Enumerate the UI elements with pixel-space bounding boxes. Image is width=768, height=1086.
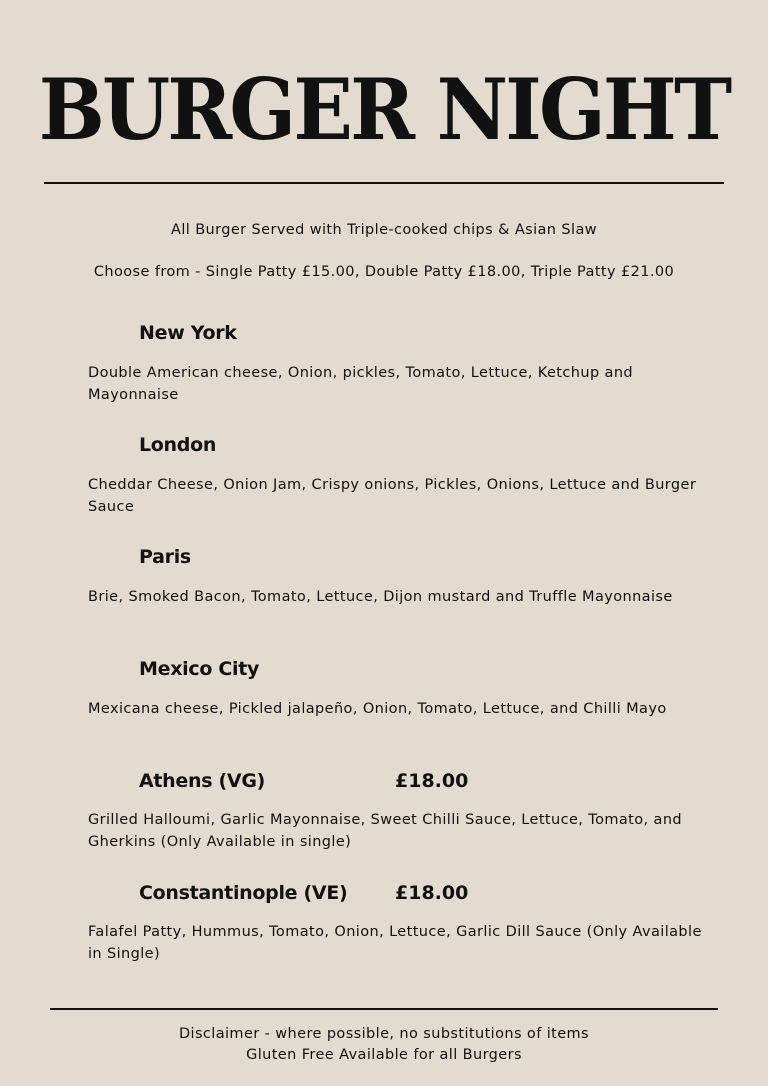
- item-description-new-york: Double American cheese, Onion, pickles, Tomato, Lettuce, Ketchup and Mayonnaise: [88, 365, 634, 403]
- bottom-divider: [50, 1008, 718, 1010]
- menu-title: BURGER NIGHT: [38, 60, 730, 159]
- served-with-note: All Burger Served with Triple-cooked chips & Asian Slaw: [171, 222, 597, 238]
- item-description-constantinople: Falafel Patty, Hummus, Tomato, Onion, Lettuce, Garlic Dill Sauce (Only Available in Single): [88, 924, 702, 962]
- item-name-athens: Athens (VG): [139, 770, 266, 792]
- item-name-paris: Paris: [139, 546, 191, 568]
- gluten-free-note: Gluten Free Available for all Burgers: [246, 1047, 522, 1063]
- item-price-athens: £18.00: [395, 770, 469, 792]
- item-name-mexico-city: Mexico City: [139, 658, 260, 680]
- item-name-new-york: New York: [139, 322, 237, 344]
- disclaimer-text: Disclaimer - where possible, no substitutions of items: [178, 1026, 590, 1042]
- item-name-london: London: [139, 434, 217, 456]
- item-description-athens: Grilled Halloumi, Garlic Mayonnaise, Sweet Chilli Sauce, Lettuce, Tomato, and Gherkins (Only Available in single): [88, 812, 683, 850]
- patty-pricing: Choose from - Single Patty £15.00, Double Patty £18.00, Triple Patty £21.00: [93, 264, 675, 280]
- item-description-paris: Brie, Smoked Bacon, Tomato, Lettuce, Dijon mustard and Truffle Mayonnaise: [88, 589, 673, 605]
- item-description-mexico-city: Mexicana cheese, Pickled jalapeño, Onion, Tomato, Lettuce, and Chilli Mayo: [88, 701, 667, 717]
- top-divider: [44, 182, 724, 184]
- item-description-london: Cheddar Cheese, Onion Jam, Crispy onions, Pickles, Onions, Lettuce and Burger Sauce: [88, 477, 697, 515]
- item-price-constantinople: £18.00: [395, 882, 469, 904]
- item-name-constantinople: Constantinople (VE): [139, 882, 348, 904]
